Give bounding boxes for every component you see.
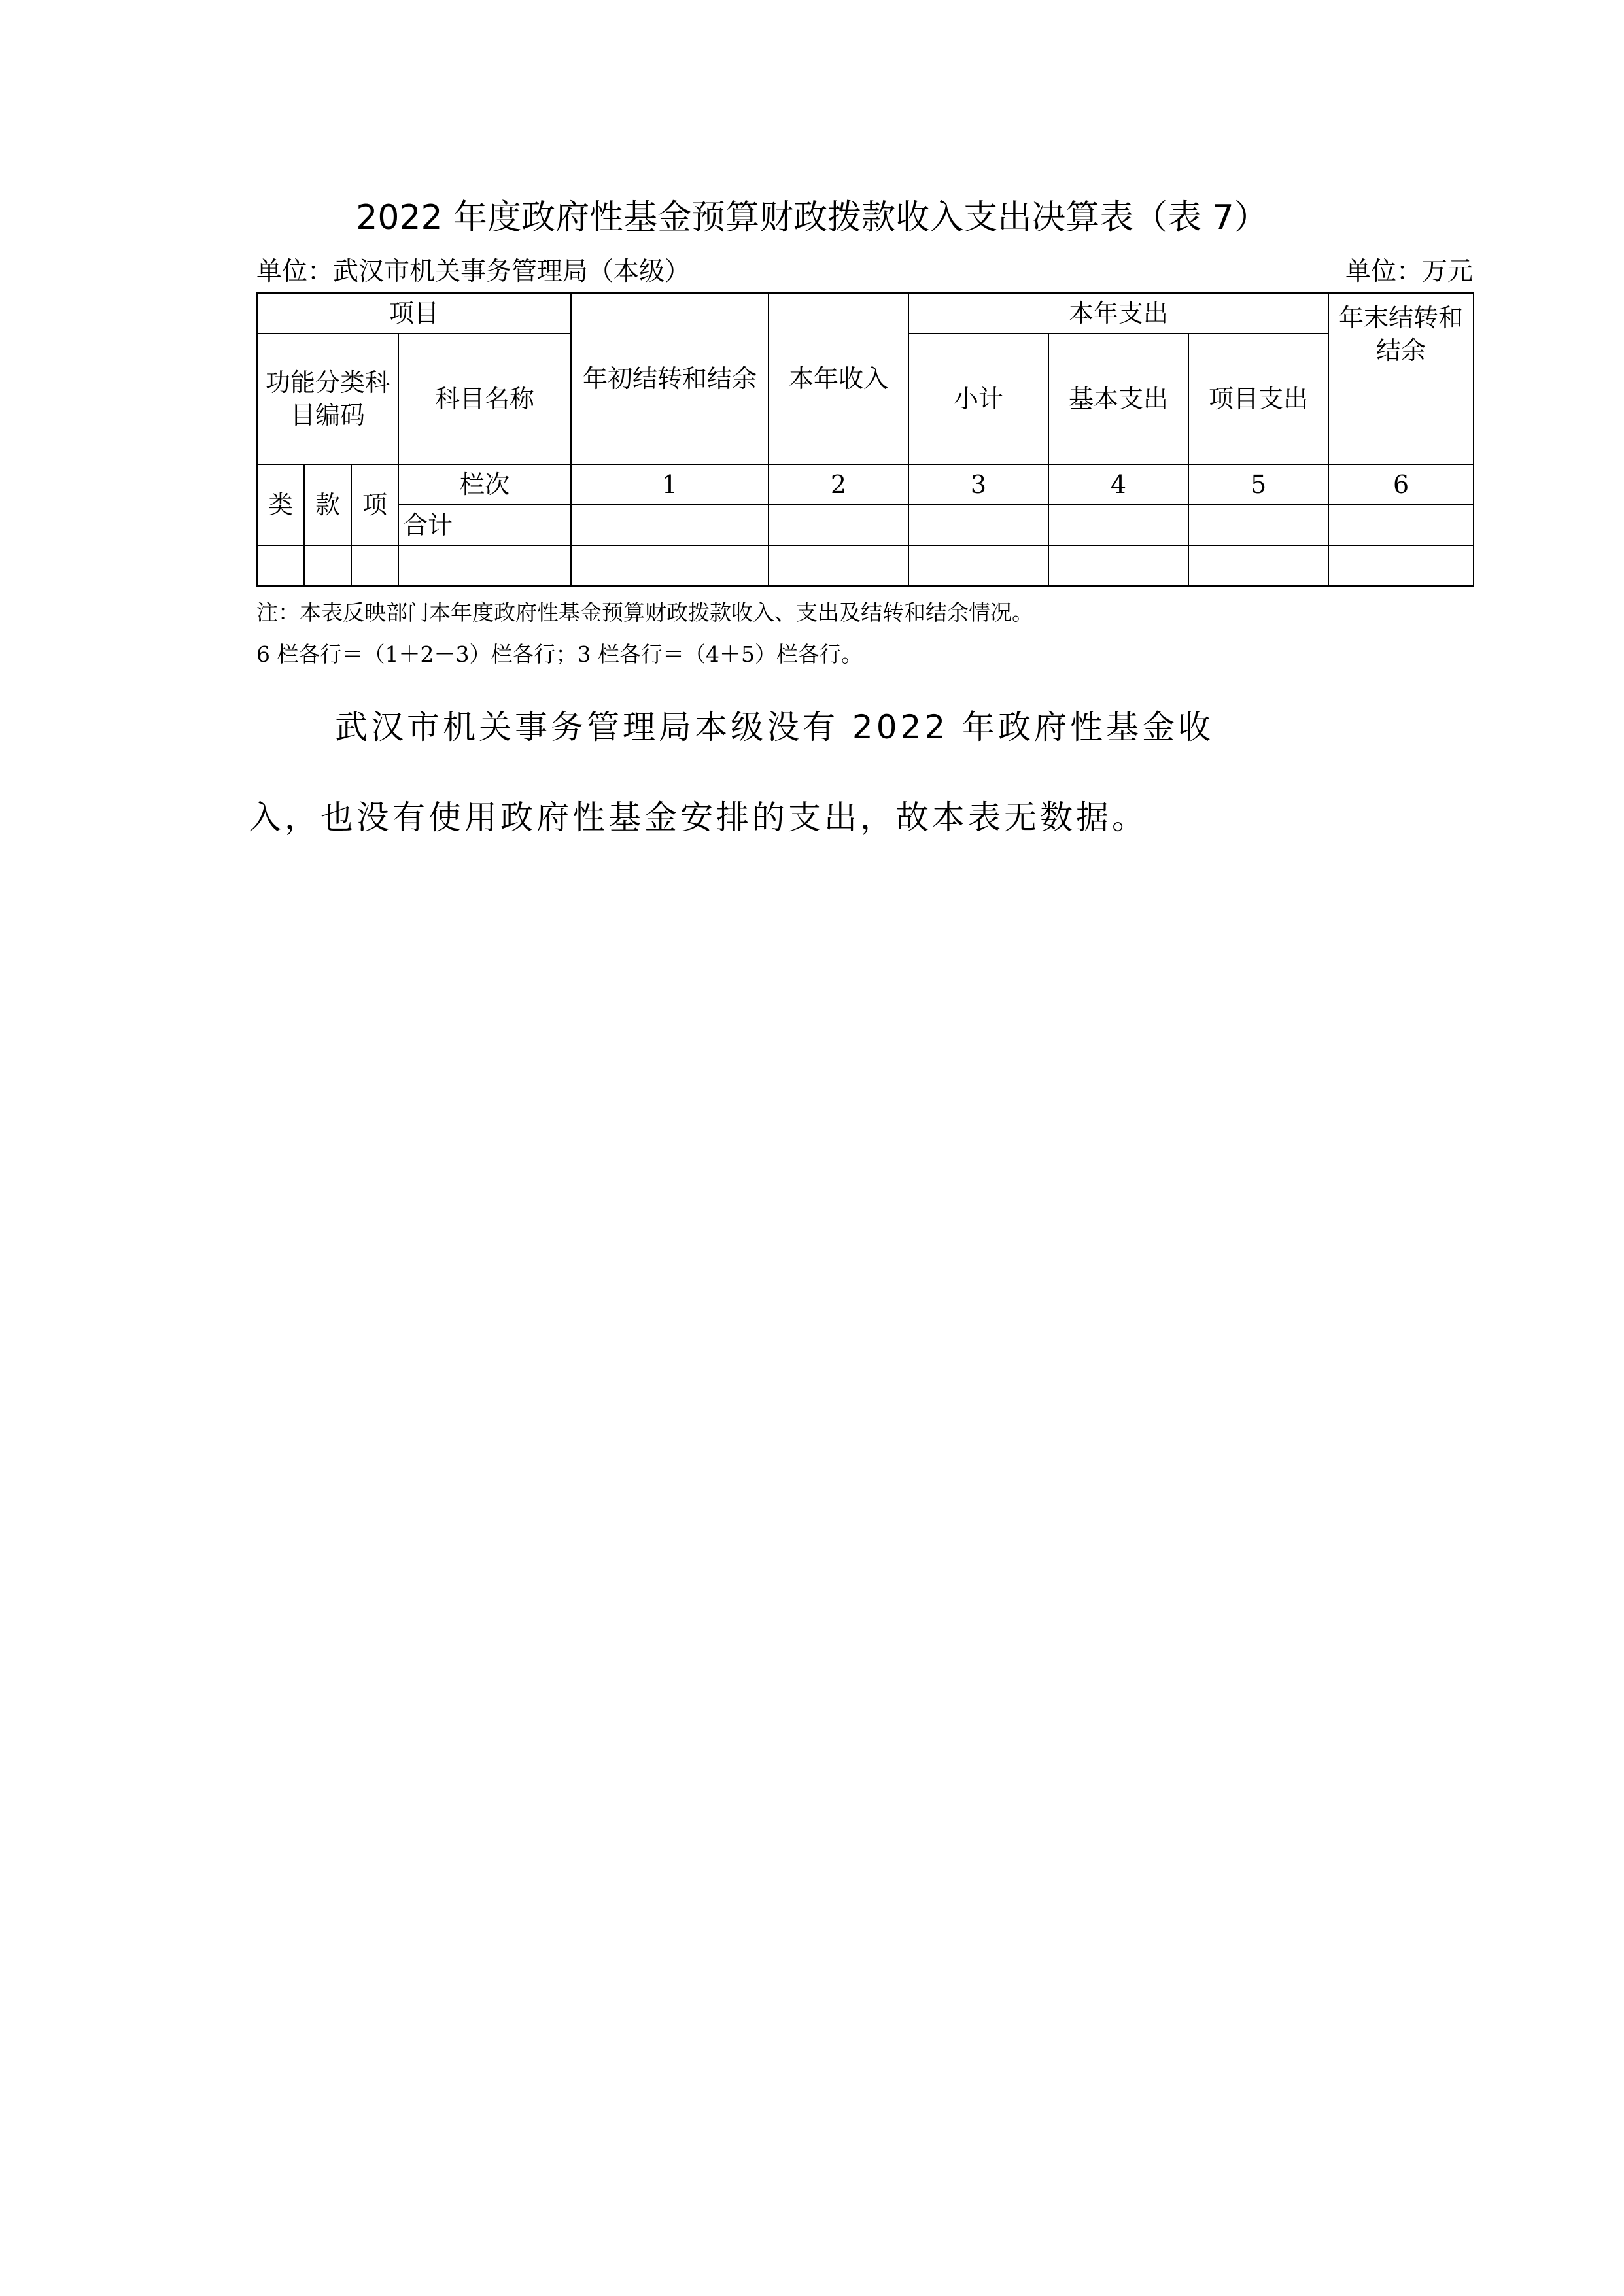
col-number-2: 2 xyxy=(769,464,908,505)
col-number-5: 5 xyxy=(1188,464,1328,505)
empty-cell xyxy=(1188,545,1328,586)
table-note-1: 注：本表反映部门本年度政府性基金预算财政拨款收入、支出及结转和结余情况。 xyxy=(256,600,1033,625)
empty-cell xyxy=(1048,545,1188,586)
statement-line-2: 入，也没有使用政府性基金安排的支出，故本表无数据。 xyxy=(249,798,1148,836)
header-function-code xyxy=(257,334,398,464)
unit-currency: 单位：万元 xyxy=(1345,257,1473,286)
empty-cell xyxy=(398,545,571,586)
empty-cell xyxy=(257,545,304,586)
total-cell-5 xyxy=(1188,505,1328,545)
header-current-expenditure: 本年支出 xyxy=(908,293,1328,334)
table-note-2: 6 栏各行＝（1＋2－3）栏各行；3 栏各行＝（4＋5）栏各行。 xyxy=(256,642,863,667)
empty-cell xyxy=(571,545,769,586)
total-cell-1 xyxy=(571,505,769,545)
header-column-index: 栏次 xyxy=(398,464,571,505)
header-subtotal: 小计 xyxy=(908,334,1048,464)
header-subject-name: 科目名称 xyxy=(398,334,571,464)
header-basic-expenditure: 基本支出 xyxy=(1048,334,1188,464)
header-project-expenditure: 项目支出 xyxy=(1188,334,1328,464)
header-category: 类 xyxy=(257,464,304,545)
empty-cell xyxy=(1328,545,1474,586)
budget-table xyxy=(256,292,1474,587)
col-number-3: 3 xyxy=(908,464,1048,505)
empty-cell xyxy=(769,545,908,586)
header-closing-balance: 年末结转和结余 xyxy=(1328,293,1474,464)
header-item-level: 项 xyxy=(351,464,398,545)
empty-cell xyxy=(908,545,1048,586)
page-title: 2022 年度政府性基金预算财政拨款收入支出决算表（表 7） xyxy=(356,198,1268,237)
header-function-code-text: 功能分类科目编码 xyxy=(266,368,390,430)
total-cell-2 xyxy=(769,505,908,545)
col-number-4: 4 xyxy=(1048,464,1188,505)
empty-cell xyxy=(304,545,351,586)
statement-line-1: 武汉市机关事务管理局本级没有 2022 年政府性基金收 xyxy=(335,708,1215,746)
col-number-1: 1 xyxy=(571,464,769,505)
header-item: 项目 xyxy=(257,293,571,334)
total-cell-6 xyxy=(1328,505,1474,545)
unit-organization: 单位：武汉市机关事务管理局（本级） xyxy=(256,257,691,286)
total-cell-3 xyxy=(908,505,1048,545)
header-current-income: 本年收入 xyxy=(769,293,908,464)
unit-row xyxy=(256,254,1473,290)
total-cell-4 xyxy=(1048,505,1188,545)
header-section: 款 xyxy=(304,464,351,545)
header-opening-balance: 年初结转和结余 xyxy=(571,293,769,464)
col-number-6: 6 xyxy=(1328,464,1474,505)
total-label: 合计 xyxy=(398,505,571,545)
empty-cell xyxy=(351,545,398,586)
